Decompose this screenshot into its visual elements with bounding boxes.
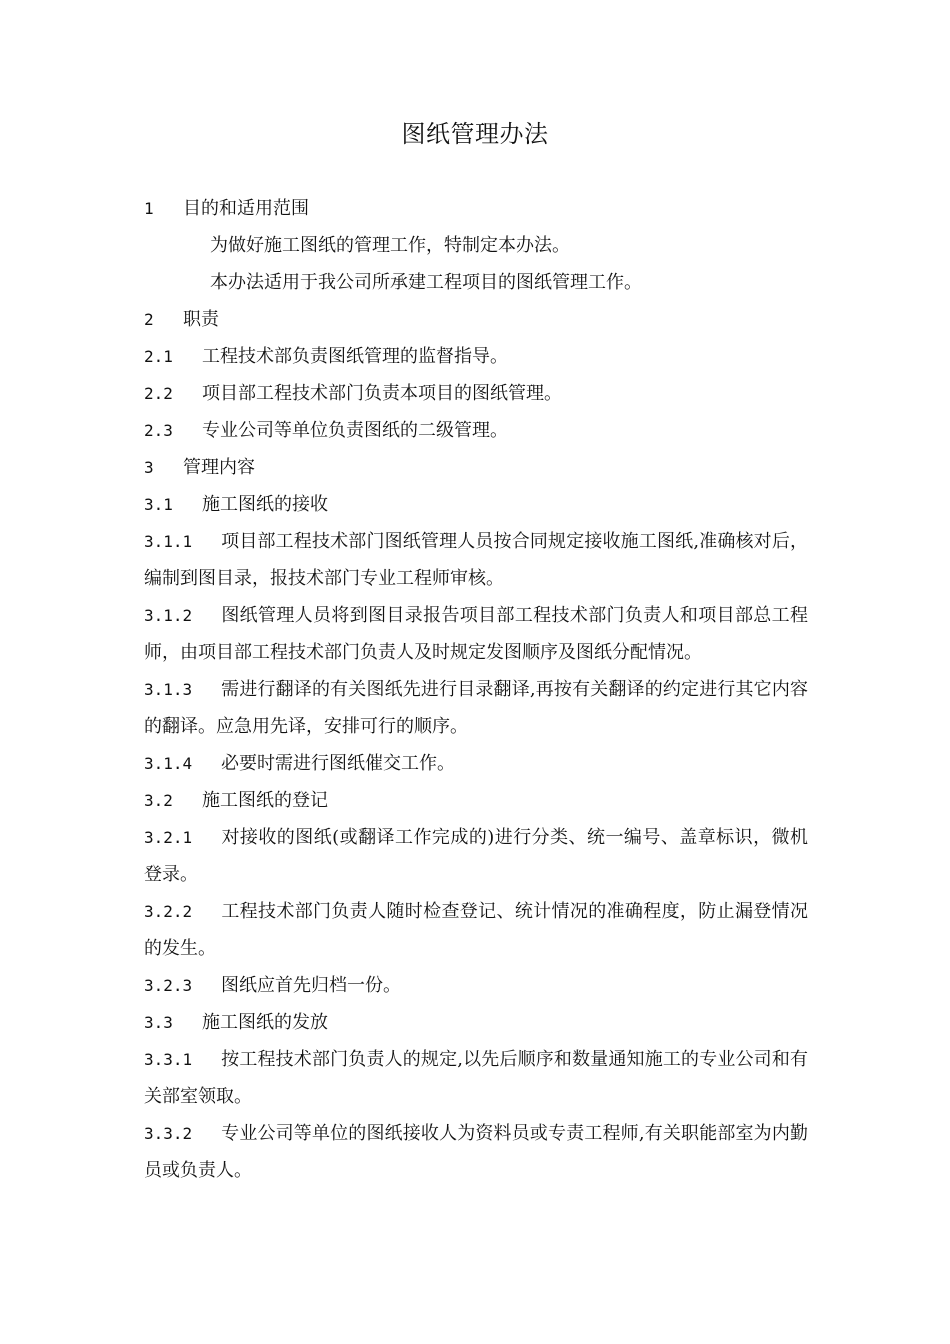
subsection-line	[144, 375, 808, 412]
subsection-line	[144, 1004, 808, 1041]
clause-paragraph	[144, 523, 808, 597]
clause-number: 3.2.1	[144, 828, 193, 847]
clause-paragraph	[144, 745, 808, 782]
clause-text: 需进行翻译的有关图纸先进行目录翻译,再按有关翻译的约定进行其它内容的翻译。应急用先译，安排可行的顺序。	[144, 679, 808, 737]
section-title: 管理内容	[183, 457, 255, 478]
subsection-number: 2.3	[144, 421, 173, 440]
clause-text: 项目部工程技术部门图纸管理人员按合同规定接收施工图纸,准确核对后，编制到图目录，报技术部门专业工程师审核。	[144, 531, 808, 589]
section-title: 目的和适用范围	[183, 198, 309, 219]
section-heading	[144, 449, 808, 486]
section-number: 2	[144, 310, 154, 329]
clause-paragraph	[144, 1041, 808, 1115]
clause-paragraph	[144, 671, 808, 745]
clause-number: 3.1.4	[144, 754, 193, 773]
paragraph: 本办法适用于我公司所承建工程项目的图纸管理工作。	[210, 272, 642, 293]
clause-text: 图纸管理人员将到图目录报告项目部工程技术部门负责人和项目部总工程师，由项目部工程技术部门负责人及时规定发图顺序及图纸分配情况。	[144, 605, 808, 663]
section-heading	[144, 301, 808, 338]
paragraph: 为做好施工图纸的管理工作，特制定本办法。	[210, 235, 570, 256]
clause-text: 按工程技术部门负责人的规定,以先后顺序和数量通知施工的专业公司和有关部室领取。	[144, 1049, 808, 1107]
clause-text: 图纸应首先归档一份。	[221, 975, 401, 996]
subsection-text: 项目部工程技术部门负责本项目的图纸管理。	[202, 383, 562, 404]
clause-text: 工程技术部门负责人随时检查登记、统计情况的准确程度，防止漏登情况的发生。	[144, 901, 808, 959]
section-number: 3	[144, 458, 154, 477]
section-title: 职责	[183, 309, 219, 330]
clause-paragraph	[144, 819, 808, 893]
clause-text: 必要时需进行图纸催交工作。	[221, 753, 455, 774]
section-heading	[144, 190, 808, 227]
document-body	[144, 190, 808, 1189]
document-title: 图纸管理办法	[401, 120, 549, 148]
subsection-number: 2.1	[144, 347, 173, 366]
clause-number: 3.2.2	[144, 902, 193, 921]
clause-number: 3.3.1	[144, 1050, 193, 1069]
subsection-line	[144, 782, 808, 819]
subsection-text: 施工图纸的登记	[202, 790, 328, 811]
clause-number: 3.1.2	[144, 606, 193, 625]
section-number: 1	[144, 199, 154, 218]
subsection-number: 2.2	[144, 384, 173, 403]
subsection-text: 专业公司等单位负责图纸的二级管理。	[202, 420, 508, 441]
clause-number: 3.2.3	[144, 976, 193, 995]
subsection-text: 施工图纸的接收	[202, 494, 328, 515]
clause-paragraph	[144, 893, 808, 967]
subsection-line	[144, 486, 808, 523]
subsection-number: 3.2	[144, 791, 173, 810]
clause-paragraph	[144, 597, 808, 671]
subsection-number: 3.1	[144, 495, 173, 514]
subsection-line	[144, 412, 808, 449]
clause-number: 3.1.3	[144, 680, 193, 699]
clause-text: 对接收的图纸(或翻译工作完成的)进行分类、统一编号、盖章标识，微机登录。	[144, 827, 808, 885]
clause-paragraph	[144, 1115, 808, 1189]
clause-paragraph	[144, 967, 808, 1004]
clause-text: 专业公司等单位的图纸接收人为资料员或专责工程师,有关职能部室为内勤员或负责人。	[144, 1123, 808, 1181]
subsection-number: 3.3	[144, 1013, 173, 1032]
subsection-line	[144, 338, 808, 375]
clause-number: 3.1.1	[144, 532, 193, 551]
subsection-text: 工程技术部负责图纸管理的监督指导。	[202, 346, 508, 367]
clause-number: 3.3.2	[144, 1124, 193, 1143]
subsection-text: 施工图纸的发放	[202, 1012, 328, 1033]
